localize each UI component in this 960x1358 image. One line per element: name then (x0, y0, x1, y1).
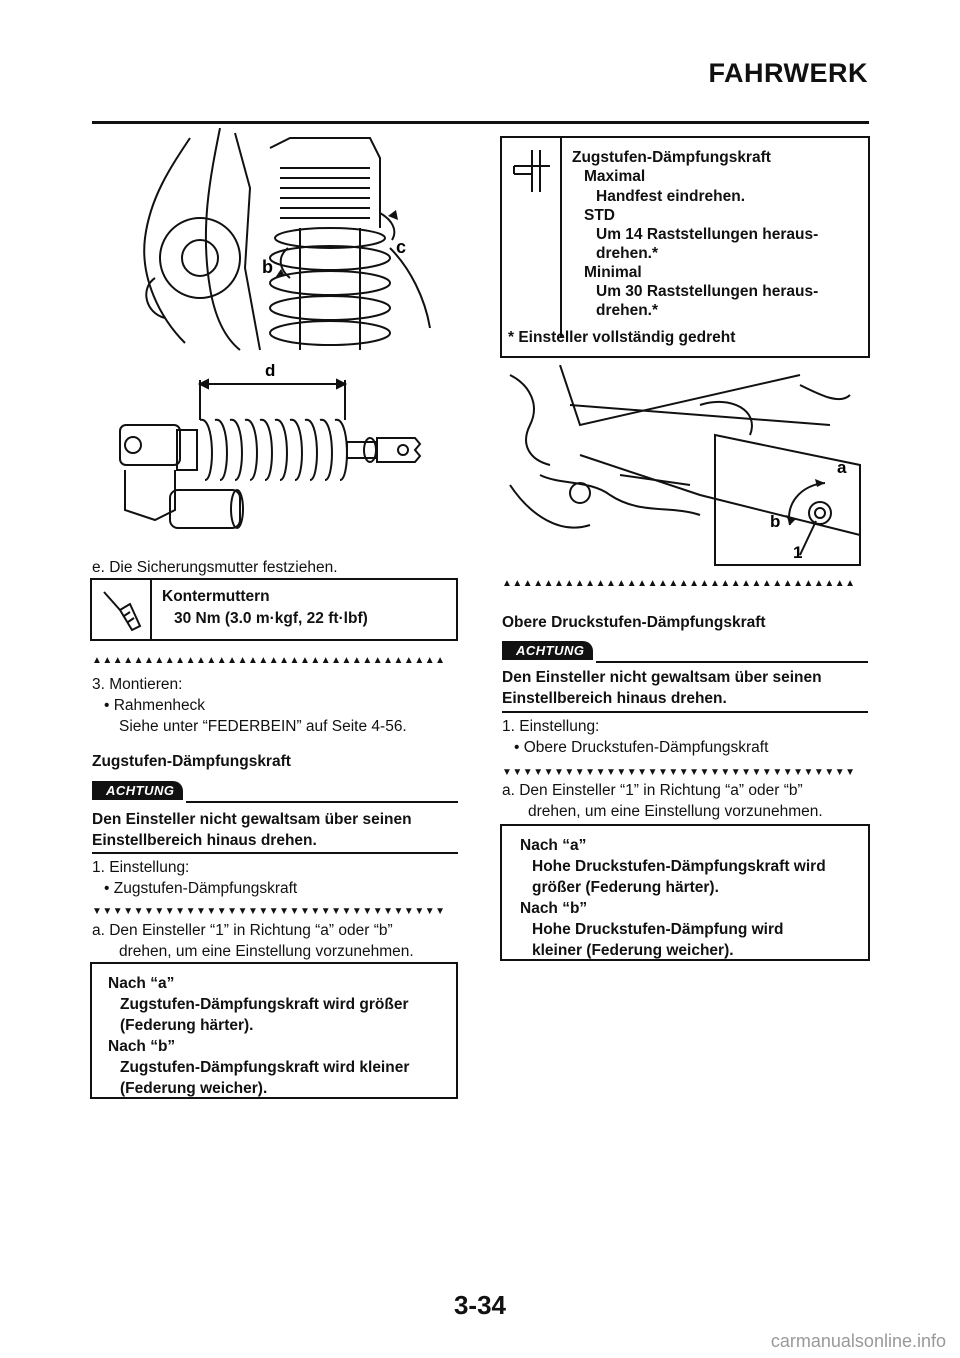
right-result-dir-a-text: Hohe Druckstufen-Dämpfungskraft wird (532, 858, 826, 875)
step-e-text: e. Die Sicherungsmutter festziehen. (92, 559, 338, 576)
step-3-text: 3. Montieren: (92, 676, 183, 693)
warning-text-line2: Einstellbereich hinaus drehen. (92, 832, 317, 849)
spec-footnote: * Einsteller vollständig gedreht (508, 329, 736, 346)
figure-compression-adjuster (500, 365, 868, 575)
warning-text-line1: Den Einsteller nicht gewaltsam über seinen (92, 811, 412, 828)
warning-right-bottom-rule (502, 711, 868, 713)
right-step-a-line2: drehen, um eine Einstellung vorzunehmen. (528, 803, 823, 820)
section-title-compression: Obere Druckstufen-Dämpfungskraft (502, 614, 766, 631)
spec-max-value: Handfest eindrehen. (596, 188, 745, 205)
procedure-start-markers: ▼▼▼▼▼▼▼▼▼▼▼▼▼▼▼▼▼▼▼▼▼▼▼▼▼▼▼▼▼▼▼▼▼▼ (92, 906, 446, 917)
compression-result-box (500, 824, 870, 961)
fig1-label-c: c (396, 237, 407, 257)
right-procedure-start-markers: ▼▼▼▼▼▼▼▼▼▼▼▼▼▼▼▼▼▼▼▼▼▼▼▼▼▼▼▼▼▼▼▼▼▼ (502, 767, 856, 778)
spec-min-value-2: drehen.* (596, 302, 659, 319)
site-watermark: carmanualsonline.info (770, 1331, 946, 1351)
figure-shock-installed (130, 128, 460, 353)
achtung-rule (186, 801, 458, 803)
figure-shock-length (115, 360, 435, 535)
page-header-title: FAHRWERK (708, 58, 868, 88)
rebound-result-box (90, 962, 458, 1099)
achtung-badge: ACHTUNG (92, 781, 183, 800)
right-result-dir-a-label: Nach “a” (520, 837, 587, 854)
warning-right-line2: Einstellbereich hinaus drehen. (502, 690, 727, 707)
right-result-dir-b-label: Nach “b” (520, 900, 588, 917)
spec-min-value: Um 30 Raststellungen heraus- (596, 283, 819, 300)
result-dir-a-text: Zugstufen-Dämpfungskraft wird größer (120, 996, 409, 1013)
result-dir-b-text-2: (Federung weicher). (120, 1080, 268, 1097)
step-1-text: 1. Einstellung: (92, 859, 190, 876)
right-result-dir-a-text-2: größer (Federung härter). (532, 879, 719, 896)
caliper-icon (510, 146, 554, 196)
step-3-reference: Siehe unter “FEDERBEIN” auf Seite 4-56. (119, 718, 407, 735)
torque-value: 30 Nm (3.0 m·kgf, 22 ft·lbf) (174, 610, 368, 627)
step-a-line1: a. Den Einsteller “1” in Richtung “a” oder “b” (92, 922, 393, 939)
step-3-bullet: • Rahmenheck (104, 697, 206, 714)
header-rule (92, 121, 869, 124)
section-end-markers: ▲▲▲▲▲▲▲▲▲▲▲▲▲▲▲▲▲▲▲▲▲▲▲▲▲▲▲▲▲▲▲▲▲▲ (502, 578, 856, 589)
section-title-rebound: Zugstufen-Dämpfungskraft (92, 753, 291, 770)
spec-item-label: Zugstufen-Dämpfungskraft (572, 149, 771, 166)
warning-bottom-rule (92, 852, 458, 854)
result-dir-a-label: Nach “a” (108, 975, 175, 992)
spec-max-label: Maximal (584, 168, 646, 185)
right-step-1-bullet: • Obere Druckstufen-Dämpfungskraft (514, 739, 769, 756)
right-result-dir-b-text: Hohe Druckstufen-Dämpfung wird (532, 921, 784, 938)
result-dir-a-text-2: (Federung härter). (120, 1017, 254, 1034)
rebound-spec-box (500, 136, 870, 358)
step-a-line2: drehen, um eine Einstellung vorzunehmen. (119, 943, 414, 960)
torque-spec-box (90, 578, 458, 641)
spec-std-value: Um 14 Raststellungen heraus- (596, 226, 819, 243)
spec-min-label: Minimal (584, 264, 642, 281)
fig1-label-b: b (262, 257, 273, 277)
fig3-label-1: 1 (793, 543, 803, 562)
fig3-label-a: a (837, 458, 847, 477)
right-step-a-line1: a. Den Einsteller “1” in Richtung “a” oder “b” (502, 782, 803, 799)
warning-right-line1: Den Einsteller nicht gewaltsam über seinen (502, 669, 822, 686)
torque-wrench-icon (100, 586, 144, 634)
achtung-rule-right (596, 661, 868, 663)
result-dir-b-label: Nach “b” (108, 1038, 176, 1055)
result-dir-b-text: Zugstufen-Dämpfungskraft wird kleiner (120, 1059, 410, 1076)
right-step-1-text: 1. Einstellung: (502, 718, 600, 735)
section-start-markers: ▲▲▲▲▲▲▲▲▲▲▲▲▲▲▲▲▲▲▲▲▲▲▲▲▲▲▲▲▲▲▲▲▲▲ (92, 655, 446, 666)
step-1-bullet: • Zugstufen-Dämpfungskraft (104, 880, 298, 897)
spec-std-label: STD (584, 207, 615, 224)
spec-std-value-2: drehen.* (596, 245, 659, 262)
fig2-label-d: d (265, 361, 276, 380)
torque-item-label: Kontermuttern (162, 588, 270, 605)
right-result-dir-b-text-2: kleiner (Federung weicher). (532, 942, 734, 959)
page-number: 3-34 (453, 1290, 507, 1320)
achtung-badge-right: ACHTUNG (502, 641, 593, 660)
fig3-label-b: b (770, 512, 781, 531)
